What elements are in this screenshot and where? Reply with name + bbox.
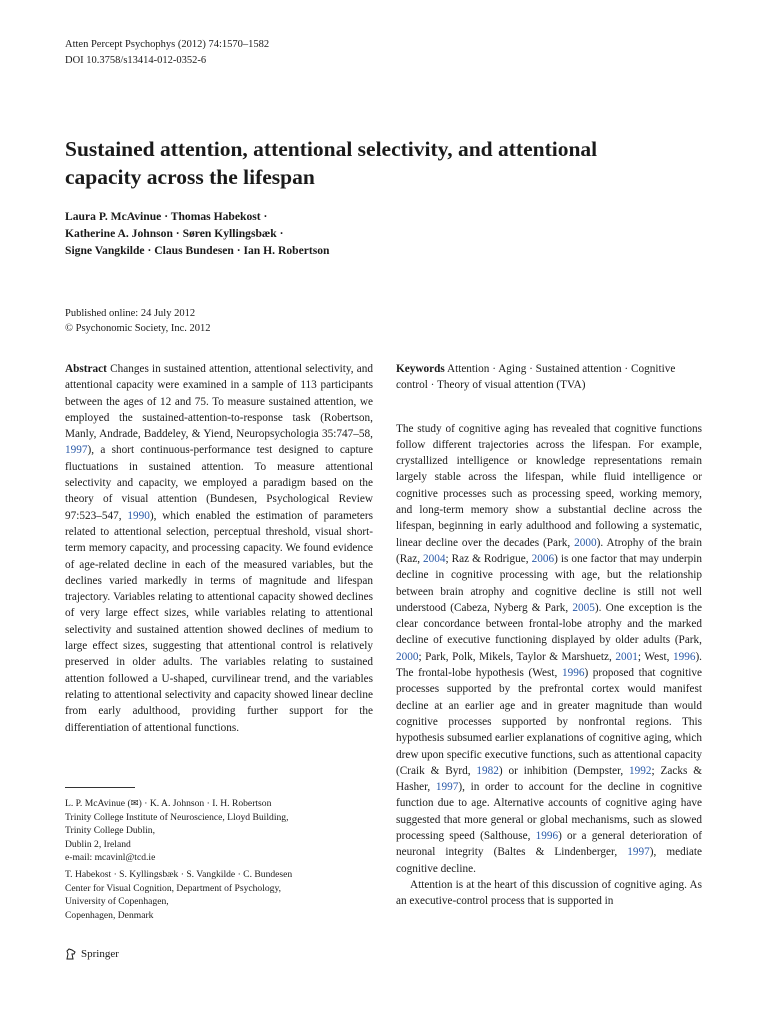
body-text-run: The study of cognitive aging has revealed that cognitive functions follow different trajectories across the lifespan. For example, crystallized intelligence or knowledge representations remain largely stable across the lifespan, while fluid intelligence or cognitive processes such as processing speed, working memory, and long-term memory show a substantial decline across the lifespan, beginning in early adulthood and following a systematic, linear decline over the decades (Park, bbox=[396, 422, 702, 549]
body-text-run: ) or a general deterioration of neuronal integrity (Baltes & Lindenberger, bbox=[396, 830, 702, 859]
email-address[interactable]: e-mail: mcavinl@tcd.ie bbox=[65, 852, 156, 864]
authors-line-1: Laura P. McAvinue · Thomas Habekost · bbox=[65, 210, 268, 223]
abstract-section bbox=[65, 361, 373, 736]
keywords-text: Attention · Aging · Sustained attention · Cognitive control · Theory of visual attention (TVA) bbox=[396, 363, 676, 392]
keywords-label: Keywords bbox=[396, 363, 445, 375]
abstract-text-2: ), a short continuous-performance test designed to capture fluctuations in sustained attention. To measure attentional selectivity and capacity, we employed a paradigm based on the theory of visual attention (Bundesen, Psychological Review 97:523–547, bbox=[65, 444, 373, 522]
title-line-2: capacity across the lifespan bbox=[65, 164, 315, 189]
citation-link[interactable]: 2000 bbox=[574, 536, 597, 549]
body-text-run: ), mediate cognitive decline. bbox=[396, 846, 702, 875]
keywords-block bbox=[396, 361, 702, 394]
footnote-divider bbox=[65, 787, 135, 788]
body-paragraph-1 bbox=[396, 421, 702, 877]
affiliation-line: Trinity College Dublin, bbox=[65, 825, 155, 837]
body-text-run: ) or inhibition (Dempster, bbox=[498, 764, 630, 777]
citation-link[interactable]: 2004 bbox=[423, 552, 446, 565]
body-text-run: ; Raz & Rodrigue, bbox=[445, 552, 532, 565]
body-text bbox=[396, 421, 702, 910]
published-date: Published online: 24 July 2012 bbox=[65, 308, 196, 319]
authors-line-2: Katherine A. Johnson · Søren Kyllingsbæk · bbox=[65, 227, 284, 240]
page-footer bbox=[65, 948, 119, 960]
citation-link[interactable]: 2001 bbox=[615, 650, 638, 663]
authors-line-3: Signe Vangkilde · Claus Bundesen · Ian H. Robertson bbox=[65, 244, 330, 257]
body-text-run: ). Atrophy of the brain (Raz, bbox=[396, 536, 702, 565]
body-text-run: ; West, bbox=[637, 650, 673, 663]
citation-link[interactable]: 2000 bbox=[396, 650, 419, 663]
body-text-run: ; Park, Polk, Mikels, Taylor & Marshuetz, bbox=[418, 650, 616, 663]
body-text-run: ; Zacks & Hasher, bbox=[396, 764, 702, 794]
article-title bbox=[65, 136, 705, 191]
affiliation-line: Center for Visual Cognition, Department of Psychology, bbox=[65, 882, 282, 894]
affiliation-line: University of Copenhagen, bbox=[65, 896, 169, 908]
journal-header bbox=[65, 37, 269, 69]
springer-horse-icon bbox=[65, 948, 77, 960]
citation-link[interactable]: 1996 bbox=[561, 667, 585, 680]
citation-link[interactable]: 2006 bbox=[531, 552, 555, 565]
citation-link[interactable]: 1996 bbox=[535, 830, 559, 843]
publisher-logo-text: Springer bbox=[81, 948, 119, 960]
abstract-label: Abstract bbox=[65, 363, 107, 375]
affiliation-authors: T. Habekost · S. Kyllingsbæk · S. Vangkilde · C. Bundesen bbox=[65, 869, 293, 880]
citation-link[interactable]: 1996 bbox=[672, 650, 696, 663]
abstract-text-3: ), which enabled the estimation of parameters related to attentional selection, perceptual threshold, visual short-term memory capacity, and processing capacity. We found evidence of age-related decline in each of the measured variables, but the declines varied markedly in terms of magnitude and lifespan trajectory. Variables relating to attentional capacity showed declines of very large effect sizes, while variables relating to attentional selectivity and sustained attention showed declines of medium to large effect sizes, suggesting that attentional control is relatively preserved in older adults. The variables relating to sustained attention followed a U-shaped, curvilinear trend, and the variables relating to attentional selectivity and capacity showed linear decline from early adulthood, providing further support for the differentiation of attentional functions. bbox=[65, 509, 373, 734]
affiliation-copenhagen bbox=[65, 868, 292, 922]
body-text-run: ). The frontal-lobe hypothesis (West, bbox=[396, 650, 702, 680]
citation-link[interactable]: 1997 bbox=[435, 781, 459, 794]
affiliation-dublin bbox=[65, 797, 288, 865]
abstract-text-1: Changes in sustained attention, attentional selectivity, and attentional capacity were examined in a sample of 113 participants between the ages of 12 and 75. To measure sustained attention, we employed the sustained-attention-to-response task (Robertson, Manly, Andrade, Baddeley, & Yiend, Neuropsychologia 35:747–58, bbox=[65, 363, 373, 441]
citation-link[interactable]: 1997 bbox=[627, 846, 650, 859]
title-line-1: Sustained attention, attentional selectivity, and attentional bbox=[65, 137, 598, 161]
right-column bbox=[396, 361, 702, 910]
publication-info bbox=[65, 306, 211, 336]
body-text-run: ) proposed that cognitive processes supported by the prefrontal cortex would manifest decline at an earlier age and in greater magnitude than would cognitive processes supported by nonfrontal regions. This hypothesis subsumed earlier explanations of cognitive aging, which drew upon specific executive functions, such as attentional capacity (Craik & Byrd, bbox=[396, 667, 702, 777]
citation-link-1997[interactable]: 1997 bbox=[65, 444, 88, 457]
doi-line: DOI 10.3758/s13414-012-0352-6 bbox=[65, 55, 207, 66]
body-paragraph-2: Attention is at the heart of this discussion of cognitive aging. As an executive-control process that is supported in bbox=[396, 878, 702, 908]
citation-link-1990[interactable]: 1990 bbox=[127, 509, 150, 522]
affiliation-authors: L. P. McAvinue (✉) · K. A. Johnson · I. H. Robertson bbox=[65, 798, 272, 809]
copyright-notice: © Psychonomic Society, Inc. 2012 bbox=[65, 323, 211, 334]
journal-citation: Atten Percept Psychophys (2012) 74:1570–1582 bbox=[65, 39, 270, 50]
affiliation-line: Dublin 2, Ireland bbox=[65, 838, 131, 850]
citation-link[interactable]: 1982 bbox=[476, 764, 499, 777]
body-text-run: ). One exception is the clear concordance between frontal-lobe atrophy and the marked decline of executive functioning displayed by older adults (Park, bbox=[396, 601, 703, 647]
citation-link[interactable]: 2005 bbox=[572, 601, 595, 614]
author-list bbox=[65, 208, 329, 259]
affiliation-line: Trinity College Institute of Neuroscience, Lloyd Building, bbox=[65, 811, 289, 823]
body-text-run: ) is one factor that may underpin decline in cognitive processing with age, but the relationship between brain atrophy and cognitive decline is still not well understood (Cabeza, Nyberg & Park, bbox=[396, 552, 702, 614]
citation-link[interactable]: 1992 bbox=[629, 764, 652, 777]
body-text-run: ), in order to account for the decline in cognitive function due to age. Alternative accounts of cognitive aging have suggested that more general or global mechanisms, such as slowed processing speed (Salthouse, bbox=[396, 781, 703, 843]
affiliation-line: Copenhagen, Denmark bbox=[65, 909, 154, 921]
